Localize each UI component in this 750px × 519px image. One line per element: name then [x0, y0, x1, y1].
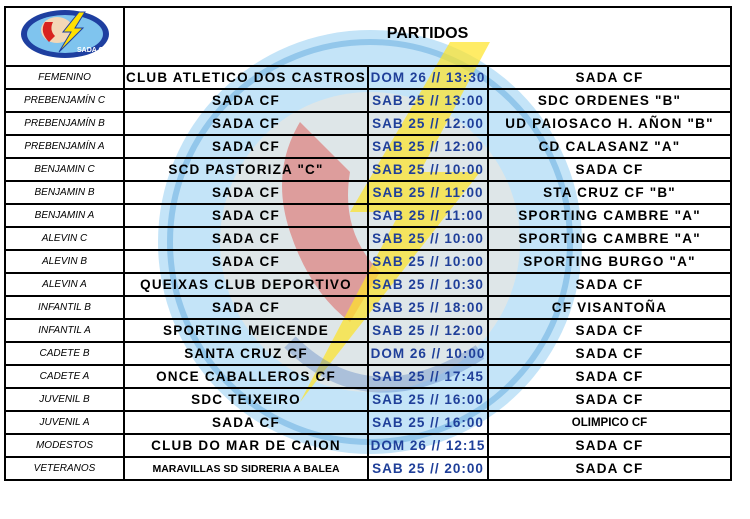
away-team-cell: SADA CF: [488, 66, 731, 89]
table-row: [5, 89, 731, 112]
svg-text:SADA C.F.: SADA C.F.: [76, 47, 111, 54]
match-datetime-cell: SAB 25 // 10:00: [368, 250, 488, 273]
category-cell: BENJAMIN A: [5, 204, 124, 227]
table-row: [5, 365, 731, 388]
category-cell: CADETE A: [5, 365, 124, 388]
category-cell: PREBENJAMÍN B: [5, 112, 124, 135]
category-cell: PREBENJAMÍN A: [5, 135, 124, 158]
home-team-cell: SADA CF: [124, 112, 368, 135]
home-team-cell: SADA CF: [124, 135, 368, 158]
away-team-cell: CF VISANTOÑA: [488, 296, 731, 319]
club-logo: [17, 8, 113, 60]
match-datetime-cell: SAB 25 // 20:00: [368, 457, 488, 480]
match-datetime-cell: SAB 25 // 10:00: [368, 158, 488, 181]
match-datetime-cell: SAB 25 // 11:00: [368, 181, 488, 204]
category-cell: CADETE B: [5, 342, 124, 365]
club-logo-cell: [5, 7, 124, 66]
away-team-cell: SADA CF: [488, 365, 731, 388]
match-datetime-cell: SAB 25 // 10:00: [368, 227, 488, 250]
home-team-cell: ONCE CABALLEROS CF: [124, 365, 368, 388]
page-title: [124, 7, 731, 66]
match-datetime-cell: SAB 25 // 12:00: [368, 135, 488, 158]
category-cell: JUVENIL A: [5, 411, 124, 434]
category-cell: JUVENIL B: [5, 388, 124, 411]
match-datetime-cell: DOM 26 // 10:00: [368, 342, 488, 365]
home-team-cell: MARAVILLAS SD SIDRERIA A BALEA: [124, 457, 368, 480]
category-cell: PREBENJAMÍN C: [5, 89, 124, 112]
match-datetime-cell: DOM 26 // 13:30: [368, 66, 488, 89]
home-team-cell: CLUB ATLETICO DOS CASTROS: [124, 66, 368, 89]
home-team-cell: SADA CF: [124, 296, 368, 319]
category-cell: FEMENINO: [5, 66, 124, 89]
table-row: [5, 411, 731, 434]
home-team-cell: SADA CF: [124, 181, 368, 204]
match-datetime-cell: SAB 25 // 10:30: [368, 273, 488, 296]
match-datetime-cell: SAB 25 // 16:00: [368, 411, 488, 434]
away-team-cell: SPORTING CAMBRE "A": [488, 227, 731, 250]
away-team-cell: SADA CF: [488, 457, 731, 480]
table-row: [5, 227, 731, 250]
category-cell: BENJAMIN B: [5, 181, 124, 204]
away-team-cell: SADA CF: [488, 388, 731, 411]
away-team-cell: SPORTING BURGO "A": [488, 250, 731, 273]
home-team-cell: SANTA CRUZ CF: [124, 342, 368, 365]
category-cell: MODESTOS: [5, 434, 124, 457]
match-datetime-cell: SAB 25 // 12:00: [368, 319, 488, 342]
match-datetime-cell: SAB 25 // 13:00: [368, 89, 488, 112]
home-team-cell: SADA CF: [124, 204, 368, 227]
away-team-cell: SADA CF: [488, 319, 731, 342]
table-row: [5, 388, 731, 411]
table-row: [5, 181, 731, 204]
category-cell: BENJAMIN C: [5, 158, 124, 181]
home-team-cell: SADA CF: [124, 250, 368, 273]
header-row: [5, 7, 731, 66]
table-row: [5, 273, 731, 296]
page-title-text: PARTIDOS: [386, 24, 469, 42]
table-row: [5, 296, 731, 319]
away-team-cell: SADA CF: [488, 158, 731, 181]
table-row: [5, 204, 731, 227]
home-team-cell: SADA CF: [124, 411, 368, 434]
away-team-cell: OLIMPICO CF: [488, 411, 731, 434]
category-cell: ALEVIN C: [5, 227, 124, 250]
table-row: [5, 342, 731, 365]
away-team-cell: UD PAIOSACO H. AÑON "B": [488, 112, 731, 135]
away-team-cell: CD CALASANZ "A": [488, 135, 731, 158]
away-team-cell: SADA CF: [488, 434, 731, 457]
table-row: [5, 434, 731, 457]
table-row: [5, 112, 731, 135]
category-cell: INFANTIL A: [5, 319, 124, 342]
category-cell: ALEVIN A: [5, 273, 124, 296]
table-row: [5, 158, 731, 181]
home-team-cell: SADA CF: [124, 89, 368, 112]
home-team-cell: SPORTING MEICENDE: [124, 319, 368, 342]
table-row: [5, 250, 731, 273]
home-team-cell: CLUB DO MAR DE CAION: [124, 434, 368, 457]
table-row: [5, 319, 731, 342]
away-team-cell: SDC ORDENES "B": [488, 89, 731, 112]
category-cell: INFANTIL B: [5, 296, 124, 319]
away-team-cell: SADA CF: [488, 273, 731, 296]
home-team-cell: QUEIXAS CLUB DEPORTIVO: [124, 273, 368, 296]
match-datetime-cell: SAB 25 // 17:45: [368, 365, 488, 388]
category-cell: VETERANOS: [5, 457, 124, 480]
home-team-cell: SCD PASTORIZA "C": [124, 158, 368, 181]
match-datetime-cell: SAB 25 // 12:00: [368, 112, 488, 135]
table-row: [5, 457, 731, 480]
away-team-cell: SPORTING CAMBRE "A": [488, 204, 731, 227]
category-cell: ALEVIN B: [5, 250, 124, 273]
away-team-cell: SADA CF: [488, 342, 731, 365]
match-datetime-cell: SAB 25 // 11:00: [368, 204, 488, 227]
home-team-cell: SADA CF: [124, 227, 368, 250]
match-datetime-cell: SAB 25 // 16:00: [368, 388, 488, 411]
home-team-cell: SDC TEIXEIRO: [124, 388, 368, 411]
match-schedule-table: [4, 6, 732, 481]
match-datetime-cell: DOM 26 // 12:15: [368, 434, 488, 457]
match-datetime-cell: SAB 25 // 18:00: [368, 296, 488, 319]
table-row: [5, 135, 731, 158]
away-team-cell: STA CRUZ CF "B": [488, 181, 731, 204]
table-row: [5, 66, 731, 89]
